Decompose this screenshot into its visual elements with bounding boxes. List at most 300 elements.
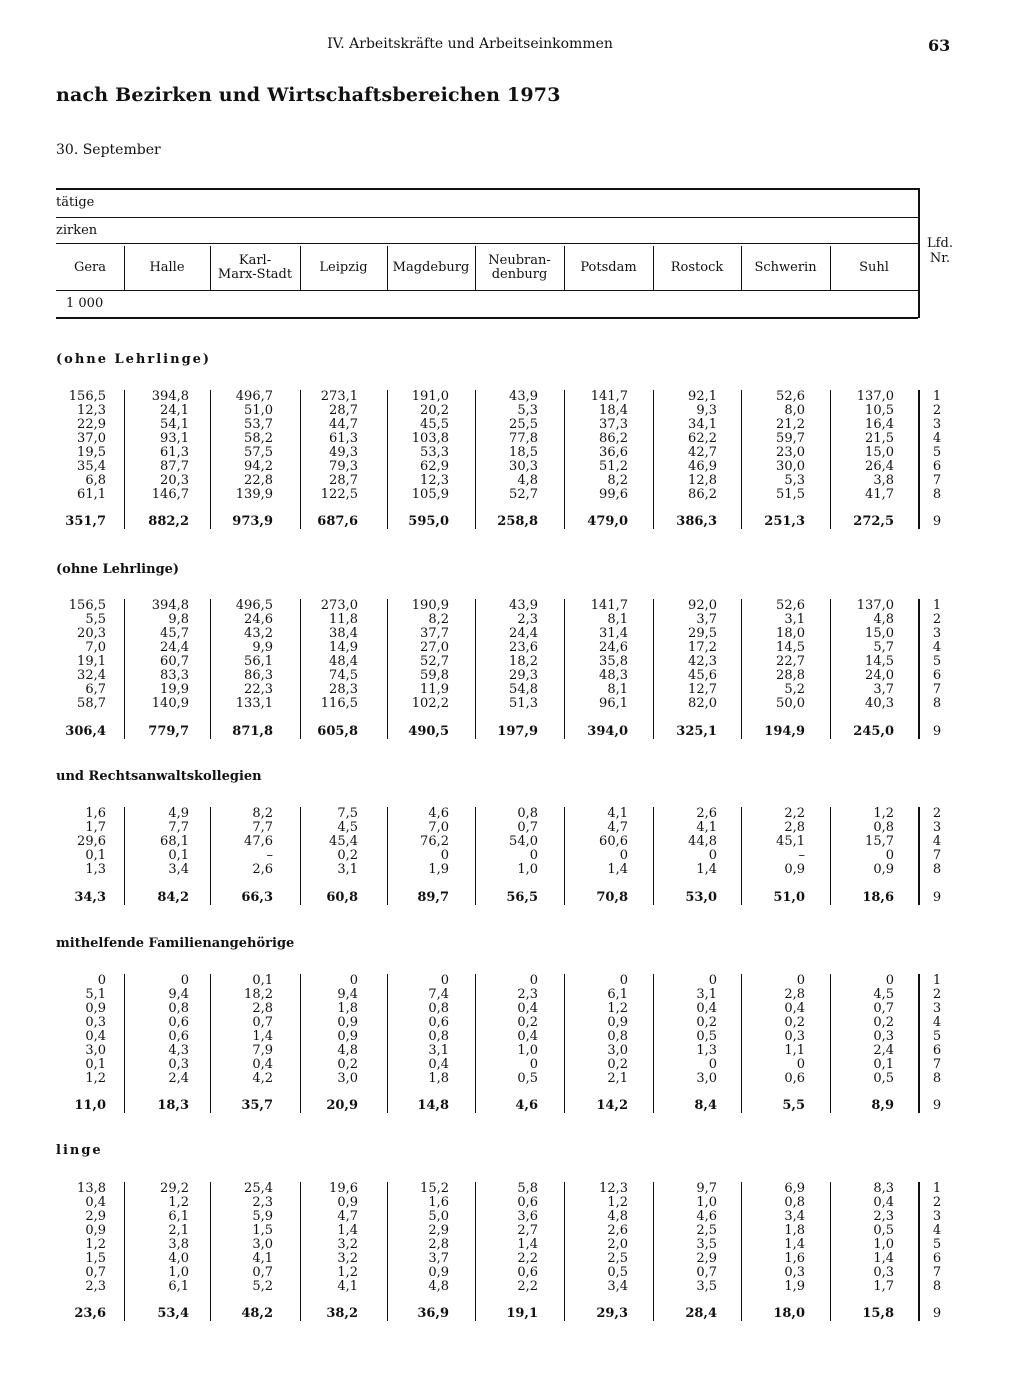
table-row (0, 1030, 1024, 1044)
table-row (0, 1238, 1024, 1252)
cell-rostock: 3,0 (696, 1071, 717, 1086)
table-row (0, 1280, 1024, 1294)
cell-magdeburg: 2,9 (428, 1223, 449, 1238)
column-separator (830, 807, 831, 905)
cell-schwerin: 2,8 (784, 987, 805, 1002)
header-column-separator (210, 246, 211, 290)
cell-halle: 87,7 (160, 459, 189, 474)
column-header-leipzig (300, 246, 387, 290)
table-row (0, 1252, 1024, 1266)
header-column-separator (475, 246, 476, 290)
cell-karl-marx-stadt: 56,1 (244, 654, 273, 669)
row-number: 9 (932, 890, 942, 905)
cell-halle: 4,9 (168, 806, 189, 821)
cell-rostock: 12,7 (688, 682, 717, 697)
cell-leipzig: 273,0 (320, 598, 358, 613)
cell-schwerin: 1,1 (784, 1043, 805, 1058)
cell-halle: 19,9 (160, 682, 189, 697)
cell-rostock: 325,1 (676, 724, 717, 739)
column-separator (918, 599, 920, 739)
cell-magdeburg: 0,9 (428, 1265, 449, 1280)
cell-halle: 29,2 (160, 1181, 189, 1196)
row-number: 1 (932, 389, 942, 404)
cell-karl-marx-stadt: 973,9 (232, 514, 273, 529)
cell-halle: 54,1 (160, 417, 189, 432)
cell-gera: 6,8 (85, 473, 106, 488)
column-header-line-1: Rostock (670, 260, 724, 275)
cell-karl-marx-stadt: 1,5 (252, 1223, 273, 1238)
cell-neubrandenburg: 77,8 (509, 431, 538, 446)
cell-gera: 1,2 (85, 1237, 106, 1252)
cell-magdeburg: 2,8 (428, 1237, 449, 1252)
cell-magdeburg: 490,5 (408, 724, 449, 739)
row-number: 6 (932, 668, 942, 683)
column-header-line-1: Schwerin (754, 260, 817, 275)
cell-neubrandenburg: 0,8 (517, 806, 538, 821)
cell-suhl: 16,4 (865, 417, 894, 432)
cell-halle: 9,8 (168, 612, 189, 627)
cell-potsdam: 60,6 (599, 834, 628, 849)
column-separator (653, 807, 654, 905)
cell-potsdam: 1,2 (607, 1001, 628, 1016)
cell-rostock: 29,5 (688, 626, 717, 641)
cell-suhl: 5,7 (873, 640, 894, 655)
row-number: 8 (932, 1071, 942, 1086)
cell-suhl: 14,5 (865, 654, 894, 669)
cell-suhl: 245,0 (853, 724, 894, 739)
cell-magdeburg: 3,1 (428, 1043, 449, 1058)
cell-leipzig: 3,2 (337, 1251, 358, 1266)
total-row (0, 1099, 1024, 1113)
cell-gera: 1,2 (85, 1071, 106, 1086)
cell-schwerin: 0,3 (784, 1029, 805, 1044)
header-column-separator (564, 246, 565, 290)
column-separator (124, 599, 125, 739)
cell-schwerin: 0,3 (784, 1265, 805, 1280)
table-row (0, 655, 1024, 669)
cell-magdeburg: 45,5 (420, 417, 449, 432)
cell-leipzig: 0,9 (337, 1015, 358, 1030)
cell-halle: 1,0 (168, 1265, 189, 1280)
section-title: (ohne Lehrlinge) (56, 352, 212, 367)
cell-potsdam: 24,6 (599, 640, 628, 655)
row-number: 4 (932, 640, 942, 655)
cell-magdeburg: 0,8 (428, 1001, 449, 1016)
column-separator (124, 1182, 125, 1321)
cell-gera: 7,0 (85, 640, 106, 655)
cell-rostock: 2,5 (696, 1223, 717, 1238)
header-rule-2 (56, 217, 918, 218)
table-row (0, 404, 1024, 418)
row-number: 2 (932, 612, 942, 627)
cell-potsdam: 1,4 (607, 862, 628, 877)
table-row (0, 974, 1024, 988)
column-separator (475, 807, 476, 905)
row-number: 2 (932, 806, 942, 821)
cell-halle: 0,3 (168, 1057, 189, 1072)
cell-leipzig: 4,5 (337, 820, 358, 835)
cell-halle: 83,3 (160, 668, 189, 683)
cell-schwerin: 2,2 (784, 806, 805, 821)
row-number: 7 (932, 682, 942, 697)
column-header-line-2: denburg (491, 267, 548, 282)
column-separator (830, 390, 831, 529)
cell-magdeburg: 0,8 (428, 1029, 449, 1044)
cell-leipzig: 687,6 (317, 514, 358, 529)
cell-karl-marx-stadt: – (266, 848, 273, 863)
cell-suhl: 15,8 (862, 1306, 894, 1321)
column-header-line-1: Potsdam (580, 260, 637, 275)
cell-karl-marx-stadt: 35,7 (241, 1098, 273, 1113)
cell-karl-marx-stadt: 0,7 (252, 1265, 273, 1280)
cell-gera: 351,7 (65, 514, 106, 529)
cell-suhl: 1,7 (873, 1279, 894, 1294)
cell-neubrandenburg: 25,5 (509, 417, 538, 432)
cell-suhl: 8,9 (871, 1098, 894, 1113)
cell-leipzig: 0,9 (337, 1029, 358, 1044)
cell-gera: 2,9 (85, 1209, 106, 1224)
row-number: 2 (932, 1195, 942, 1210)
header-column-separator (300, 246, 301, 290)
cell-rostock: 28,4 (685, 1306, 717, 1321)
cell-karl-marx-stadt: 58,2 (244, 431, 273, 446)
row-number: 8 (932, 1279, 942, 1294)
cell-rostock: 1,3 (696, 1043, 717, 1058)
header-column-separator (387, 246, 388, 290)
row-number: 3 (932, 626, 942, 641)
cell-schwerin: 0,8 (784, 1195, 805, 1210)
cell-leipzig: 3,0 (337, 1071, 358, 1086)
cell-magdeburg: 0,4 (428, 1057, 449, 1072)
cell-gera: 0 (97, 973, 106, 988)
cell-suhl: 18,6 (862, 890, 894, 905)
table-row (0, 1072, 1024, 1086)
page-number: 63 (928, 36, 951, 55)
cell-neubrandenburg: 29,3 (509, 668, 538, 683)
cell-leipzig: 79,3 (329, 459, 358, 474)
cell-leipzig: 122,5 (320, 487, 358, 502)
cell-suhl: 3,7 (873, 682, 894, 697)
cell-neubrandenburg: 43,9 (509, 389, 538, 404)
cell-magdeburg: 595,0 (408, 514, 449, 529)
row-number: 3 (932, 1001, 942, 1016)
cell-potsdam: 37,3 (599, 417, 628, 432)
cell-neubrandenburg: 2,7 (517, 1223, 538, 1238)
table-row (0, 1044, 1024, 1058)
cell-rostock: 9,7 (696, 1181, 717, 1196)
cell-potsdam: 0,9 (607, 1015, 628, 1030)
column-separator (210, 807, 211, 905)
cell-magdeburg: 12,3 (420, 473, 449, 488)
cell-leipzig: 61,3 (329, 431, 358, 446)
header-column-separator (124, 246, 125, 290)
cell-magdeburg: 1,6 (428, 1195, 449, 1210)
cell-magdeburg: 0 (440, 973, 449, 988)
cell-gera: 23,6 (74, 1306, 106, 1321)
cell-neubrandenburg: 0,5 (517, 1071, 538, 1086)
column-separator (564, 1182, 565, 1321)
cell-halle: 2,4 (168, 1071, 189, 1086)
cell-karl-marx-stadt: 48,2 (241, 1306, 273, 1321)
cell-suhl: 137,0 (856, 389, 894, 404)
table-row (0, 1058, 1024, 1072)
cell-neubrandenburg: 0 (529, 973, 538, 988)
cell-potsdam: 0 (619, 973, 628, 988)
cell-neubrandenburg: 0,4 (517, 1001, 538, 1016)
table-row (0, 599, 1024, 613)
row-number: 6 (932, 459, 942, 474)
column-separator (387, 807, 388, 905)
cell-magdeburg: 7,0 (428, 820, 449, 835)
column-separator (741, 599, 742, 739)
cell-magdeburg: 105,9 (411, 487, 449, 502)
column-separator (387, 390, 388, 529)
cell-magdeburg: 3,7 (428, 1251, 449, 1266)
cell-gera: 19,5 (77, 445, 106, 460)
cell-halle: 45,7 (160, 626, 189, 641)
row-number: 1 (932, 973, 942, 988)
cell-leipzig: 44,7 (329, 417, 358, 432)
header-rule-4 (56, 290, 918, 291)
cell-rostock: 92,1 (688, 389, 717, 404)
cell-karl-marx-stadt: 24,6 (244, 612, 273, 627)
cell-karl-marx-stadt: 1,4 (252, 1029, 273, 1044)
row-number: 5 (932, 1029, 942, 1044)
cell-gera: 1,5 (85, 1251, 106, 1266)
cell-leipzig: 14,9 (329, 640, 358, 655)
cell-leipzig: 28,3 (329, 682, 358, 697)
table-row (0, 474, 1024, 488)
cell-potsdam: 2,6 (607, 1223, 628, 1238)
column-separator (475, 599, 476, 739)
cell-neubrandenburg: 197,9 (497, 724, 538, 739)
cell-rostock: 3,5 (696, 1279, 717, 1294)
cell-neubrandenburg: 54,0 (509, 834, 538, 849)
column-separator (300, 1182, 301, 1321)
cell-gera: 0,7 (85, 1265, 106, 1280)
cell-magdeburg: 52,7 (420, 654, 449, 669)
cell-karl-marx-stadt: 139,9 (235, 487, 273, 502)
cell-neubrandenburg: 4,8 (517, 473, 538, 488)
cell-potsdam: 36,6 (599, 445, 628, 460)
cell-neubrandenburg: 258,8 (497, 514, 538, 529)
cell-schwerin: 8,0 (784, 403, 805, 418)
cell-gera: 0,9 (85, 1001, 106, 1016)
cell-gera: 13,8 (77, 1181, 106, 1196)
cell-potsdam: 48,3 (599, 668, 628, 683)
cell-suhl: 4,5 (873, 987, 894, 1002)
cell-gera: 22,9 (77, 417, 106, 432)
column-separator (564, 807, 565, 905)
unit-label: 1 000 (66, 296, 104, 311)
cell-suhl: 2,3 (873, 1209, 894, 1224)
row-number: 1 (932, 1181, 942, 1196)
table-row (0, 988, 1024, 1002)
cell-neubrandenburg: 2,3 (517, 987, 538, 1002)
cell-neubrandenburg: 1,4 (517, 1237, 538, 1252)
cell-karl-marx-stadt: 0,1 (252, 973, 273, 988)
cell-gera: 34,3 (74, 890, 106, 905)
cell-neubrandenburg: 2,3 (517, 612, 538, 627)
cell-neubrandenburg: 56,5 (506, 890, 538, 905)
table-row (0, 821, 1024, 835)
column-header-gera (56, 246, 124, 290)
cell-suhl: 0,5 (873, 1223, 894, 1238)
cell-neubrandenburg: 1,0 (517, 1043, 538, 1058)
cell-karl-marx-stadt: 22,8 (244, 473, 273, 488)
cell-suhl: 4,8 (873, 612, 894, 627)
cell-karl-marx-stadt: 7,7 (252, 820, 273, 835)
cell-schwerin: 51,5 (776, 487, 805, 502)
row-number: 2 (932, 987, 942, 1002)
cell-karl-marx-stadt: 47,6 (244, 834, 273, 849)
table-row (0, 432, 1024, 446)
cell-schwerin: 52,6 (776, 389, 805, 404)
cell-halle: 0 (180, 973, 189, 988)
cell-potsdam: 99,6 (599, 487, 628, 502)
cell-schwerin: 21,2 (776, 417, 805, 432)
cell-schwerin: – (798, 848, 805, 863)
cell-rostock: 2,6 (696, 806, 717, 821)
cell-halle: 7,7 (168, 820, 189, 835)
row-number: 9 (932, 724, 942, 739)
cell-neubrandenburg: 43,9 (509, 598, 538, 613)
cell-rostock: 62,2 (688, 431, 717, 446)
column-separator (830, 599, 831, 739)
cell-leipzig: 45,4 (329, 834, 358, 849)
cell-leipzig: 116,5 (320, 696, 358, 711)
cell-rostock: 0,2 (696, 1015, 717, 1030)
table-row (0, 613, 1024, 627)
cell-karl-marx-stadt: 18,2 (244, 987, 273, 1002)
cell-magdeburg: 53,3 (420, 445, 449, 460)
row-number: 3 (932, 417, 942, 432)
cell-halle: 146,7 (151, 487, 189, 502)
column-separator (124, 390, 125, 529)
cell-rostock: 0 (708, 973, 717, 988)
column-separator (475, 390, 476, 529)
cell-gera: 1,7 (85, 820, 106, 835)
cell-potsdam: 6,1 (607, 987, 628, 1002)
cell-potsdam: 8,1 (607, 612, 628, 627)
cell-schwerin: 22,7 (776, 654, 805, 669)
cell-halle: 60,7 (160, 654, 189, 669)
cell-suhl: 137,0 (856, 598, 894, 613)
cell-rostock: 3,1 (696, 987, 717, 1002)
column-separator (918, 390, 920, 529)
row-number: 6 (932, 1043, 942, 1058)
cell-karl-marx-stadt: 0,7 (252, 1015, 273, 1030)
cell-schwerin: 194,9 (764, 724, 805, 739)
cell-suhl: 24,0 (865, 668, 894, 683)
cell-neubrandenburg: 24,4 (509, 626, 538, 641)
column-separator (300, 599, 301, 739)
column-separator (653, 390, 654, 529)
cell-magdeburg: 8,2 (428, 612, 449, 627)
cell-magdeburg: 36,9 (417, 1306, 449, 1321)
cell-neubrandenburg: 1,0 (517, 862, 538, 877)
cell-karl-marx-stadt: 7,9 (252, 1043, 273, 1058)
cell-neubrandenburg: 0,2 (517, 1015, 538, 1030)
cell-gera: 1,6 (85, 806, 106, 821)
column-header-rostock (653, 246, 741, 290)
cell-neubrandenburg: 18,5 (509, 445, 538, 460)
table-row (0, 835, 1024, 849)
cell-schwerin: 2,8 (784, 820, 805, 835)
cell-potsdam: 29,3 (596, 1306, 628, 1321)
cell-magdeburg: 7,4 (428, 987, 449, 1002)
column-header-neubrandenburg (475, 246, 564, 290)
column-separator (210, 599, 211, 739)
cell-schwerin: 18,0 (776, 626, 805, 641)
cell-gera: 0,1 (85, 1057, 106, 1072)
row-number: 7 (932, 1057, 942, 1072)
column-header-line-1: Neubran- (488, 253, 551, 268)
column-separator (653, 1182, 654, 1321)
column-separator (653, 599, 654, 739)
cell-neubrandenburg: 51,3 (509, 696, 538, 711)
cell-schwerin: 18,0 (773, 1306, 805, 1321)
cell-suhl: 15,0 (865, 445, 894, 460)
column-separator (300, 974, 301, 1113)
cell-schwerin: 50,0 (776, 696, 805, 711)
cell-potsdam: 70,8 (596, 890, 628, 905)
column-header-line-1: Gera (73, 260, 107, 275)
cell-leipzig: 4,8 (337, 1043, 358, 1058)
cell-potsdam: 14,2 (596, 1098, 628, 1113)
cell-leipzig: 273,1 (320, 389, 358, 404)
cell-gera: 0,3 (85, 1015, 106, 1030)
cell-neubrandenburg: 4,6 (515, 1098, 538, 1113)
column-header-line-1: Leipzig (319, 260, 368, 275)
cell-rostock: 1,4 (696, 862, 717, 877)
cell-leipzig: 0 (349, 973, 358, 988)
cell-potsdam: 0,2 (607, 1057, 628, 1072)
header-top-rule (56, 188, 918, 190)
cell-karl-marx-stadt: 5,9 (252, 1209, 273, 1224)
cell-potsdam: 1,2 (607, 1195, 628, 1210)
cell-halle: 9,4 (168, 987, 189, 1002)
cell-karl-marx-stadt: 51,0 (244, 403, 273, 418)
cell-rostock: 3,7 (696, 612, 717, 627)
lfd-header-line-1: Lfd. (927, 236, 953, 251)
cell-magdeburg: 0,6 (428, 1015, 449, 1030)
cell-potsdam: 0,8 (607, 1029, 628, 1044)
cell-halle: 0,8 (168, 1001, 189, 1016)
cell-suhl: 0 (885, 973, 894, 988)
cell-potsdam: 2,5 (607, 1251, 628, 1266)
cell-gera: 0,4 (85, 1195, 106, 1210)
row-number: 9 (932, 1306, 942, 1321)
column-header-schwerin (741, 246, 830, 290)
cell-neubrandenburg: 2,2 (517, 1279, 538, 1294)
column-separator (300, 390, 301, 529)
cell-schwerin: 30,0 (776, 459, 805, 474)
cell-potsdam: 35,8 (599, 654, 628, 669)
cell-magdeburg: 5,0 (428, 1209, 449, 1224)
row-number: 8 (932, 487, 942, 502)
row-number: 7 (932, 848, 942, 863)
cell-neubrandenburg: 3,6 (517, 1209, 538, 1224)
column-separator (741, 390, 742, 529)
cell-gera: 19,1 (77, 654, 106, 669)
cell-magdeburg: 76,2 (420, 834, 449, 849)
cell-potsdam: 0 (619, 848, 628, 863)
cell-leipzig: 1,2 (337, 1265, 358, 1280)
table-row (0, 697, 1024, 711)
cell-halle: 6,1 (168, 1209, 189, 1224)
cell-gera: 0,1 (85, 848, 106, 863)
